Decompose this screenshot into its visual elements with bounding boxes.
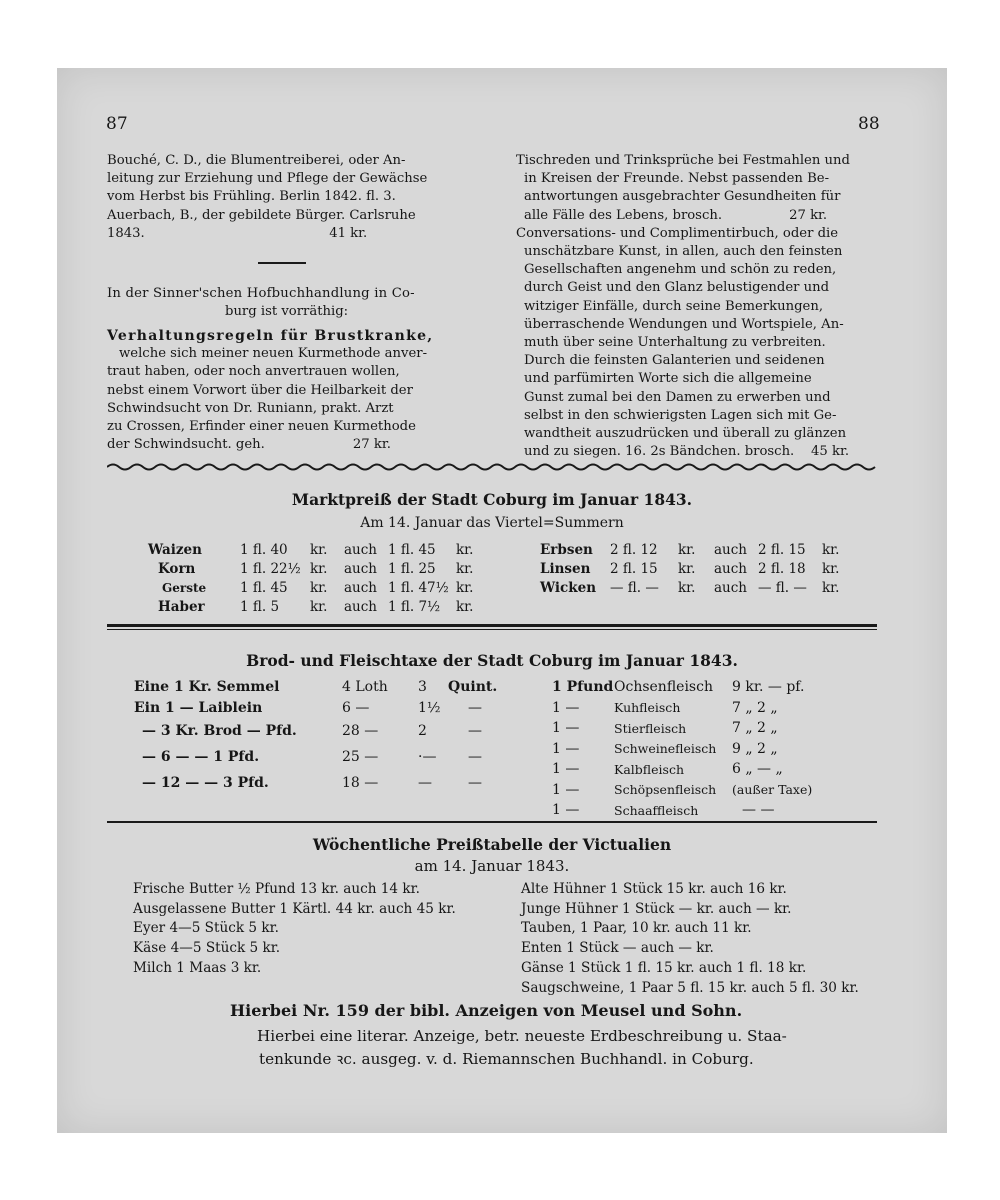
table-cell: kr. [456, 579, 474, 596]
footer-line-2: Hierbei eine literar. Anzeige, betr. neueste Erdbeschreibung u. Staa- [257, 1027, 787, 1045]
notice-line: nebst einem Vorwort über die Heilbarkeit der [107, 382, 413, 398]
table-cell: — 3 Kr. Brod — Pfd. [142, 723, 297, 739]
right-line: Conversations- und Complimentirbuch, oder die [516, 225, 839, 241]
table-cell: kr. [310, 541, 328, 558]
table-cell: Wicken [540, 579, 597, 596]
table-cell: 6 „ — „ [732, 761, 783, 778]
market-subtitle: Am 14. Januar das Viertel=Summern [360, 515, 624, 531]
weekly-line: Gänse 1 Stück 1 fl. 15 kr. auch 1 fl. 18 kr. [521, 959, 807, 976]
table-cell: 2 [418, 723, 427, 739]
table-cell: kr. [310, 598, 328, 615]
table-cell: kr. [678, 560, 696, 577]
table-cell: 7 „ 2 „ [732, 720, 778, 737]
notice-line: traut haben, oder noch anvertrauen wollen, [107, 364, 400, 380]
right-line: und zu siegen. 16. 2s Bändchen. brosch. 45 kr. [524, 444, 850, 460]
table-cell: Schaaffleisch [614, 802, 699, 818]
table-cell: 2 fl. 12 [610, 541, 658, 558]
table-row [148, 540, 473, 559]
table-cell: Schweinefleisch [614, 741, 717, 757]
table-row [552, 739, 812, 760]
table-cell: 7 „ 2 „ [732, 699, 778, 716]
double-rule-bottom [107, 629, 877, 630]
table-cell: 1 fl. 25 [388, 560, 436, 577]
table-row [540, 578, 839, 597]
weekly-line: Saugschweine, 1 Paar 5 fl. 15 kr. auch 5 fl. 30 kr. [521, 979, 859, 996]
weekly-line: Alte Hühner 1 Stück 15 kr. auch 16 kr. [521, 881, 787, 897]
table-cell: 18 — [342, 775, 379, 791]
table-cell: 2 fl. 15 [610, 560, 658, 577]
table-cell: kr. [678, 579, 696, 596]
weekly-line: Eyer 4—5 Stück 5 kr. [133, 920, 279, 937]
table-cell: kr. [822, 541, 840, 558]
table-cell: Ein 1 — Laiblein [134, 699, 263, 716]
table-cell: 1 Pfund [552, 679, 614, 696]
left-column [107, 152, 427, 243]
table-cell: auch [714, 579, 747, 596]
table-row [148, 597, 473, 616]
right-line: und parfümirten Worte sich die allgemeine [524, 371, 812, 387]
notice-body [107, 327, 433, 454]
weekly-line: Junge Hühner 1 Stück — kr. auch — kr. [521, 900, 792, 917]
table-cell: 2 fl. 18 [758, 560, 806, 577]
table-cell: — fl. — [758, 579, 807, 596]
table-row [540, 559, 839, 578]
table-cell: 1 — [552, 720, 580, 737]
table-row [134, 677, 497, 698]
table-cell: 1 — [552, 781, 580, 798]
table-cell: — [468, 723, 482, 739]
brod-table-left [134, 677, 497, 796]
table-row [552, 780, 812, 801]
brod-table-right [552, 677, 812, 821]
double-rule-top [107, 624, 877, 627]
table-cell: Korn [158, 560, 196, 577]
table-cell: auch [344, 541, 377, 558]
table-cell: — [418, 775, 432, 791]
right-line: überraschende Wendungen und Wortspiele, An- [524, 316, 844, 332]
table-cell: Kuhfleisch [614, 700, 681, 716]
table-row [552, 698, 812, 719]
table-cell: auch [714, 560, 747, 577]
footer-line-3: tenkunde ꝛc. ausgeg. v. d. Riemannschen Buchhandl. in Coburg. [259, 1050, 754, 1068]
table-cell: auch [344, 598, 377, 615]
table-cell: — [468, 775, 482, 791]
weekly-subtitle: am 14. Januar 1843. [414, 857, 570, 875]
table-cell: 1 — [552, 761, 580, 778]
right-line: unschätzbare Kunst, in allen, auch den feinsten [524, 244, 843, 260]
table-cell: 1 fl. 22½ [240, 560, 301, 577]
table-cell: Schöpsenfleisch [614, 782, 717, 798]
notice-line: zu Crossen, Erfinder einer neuen Kurmethode [107, 419, 416, 435]
table-cell: Eine 1 Kr. Semmel [134, 679, 280, 696]
table-cell: Haber [158, 598, 205, 615]
table-cell: kr. [822, 579, 840, 596]
table-cell: kr. [456, 560, 474, 577]
table-cell: — 6 — — 1 Pfd. [142, 749, 260, 765]
table-cell: 1 fl. 7½ [388, 598, 441, 615]
right-line: Gunst zumal bei den Damen zu erwerben und [524, 389, 831, 405]
table-row [540, 540, 839, 559]
table-cell: Linsen [540, 560, 591, 577]
table-cell: (außer Taxe) [732, 782, 813, 798]
table-cell: auch [344, 579, 377, 596]
right-line: selbst in den schwierigsten Lagen sich mit Ge- [524, 407, 837, 423]
market-table-left [148, 540, 473, 616]
right-line: Tischreden und Trinksprüche bei Festmahlen und [516, 153, 850, 168]
notice-heading-line: burg ist vorräthig: [225, 304, 349, 320]
right-line: alle Fälle des Lebens, brosch. 27 kr. [524, 207, 828, 223]
table-row [134, 770, 497, 796]
table-row [134, 718, 497, 744]
table-cell: 9 kr. — pf. [732, 679, 805, 696]
table-cell: Stierfleisch [614, 720, 687, 736]
right-line: Durch die feinsten Galanterien und seidenen [524, 353, 825, 369]
table-cell: kr. [678, 541, 696, 558]
page-number-right: 88 [858, 114, 880, 134]
left-line: Bouché, C. D., die Blumentreiberei, oder An- [107, 153, 406, 168]
table-row [552, 677, 812, 698]
notice-line: der Schwindsucht. geh. 27 kr. [107, 437, 391, 453]
table-cell: Erbsen [540, 541, 593, 558]
table-row [552, 800, 812, 821]
table-cell: — fl. — [610, 579, 659, 596]
right-line: witziger Einfälle, durch seine Bemerkungen, [524, 298, 824, 314]
right-line: in Kreisen der Freunde. Nebst passenden Be- [524, 171, 830, 187]
table-cell: kr. [456, 598, 474, 615]
table-cell: 1 — [552, 802, 580, 819]
notice-line: welche sich meiner neuen Kurmethode anver- [119, 346, 428, 362]
table-cell: 6 — [342, 699, 370, 716]
right-line: Gesellschaften angenehm und schön zu reden, [524, 262, 837, 278]
market-table-right [540, 540, 839, 597]
right-line: durch Geist und den Glanz belustigender und [524, 280, 830, 296]
wavy-divider [107, 462, 877, 472]
table-cell: auch [344, 560, 377, 577]
table-cell: 1 fl. 40 [240, 541, 288, 558]
table-cell: 2 fl. 15 [758, 541, 806, 558]
table-cell: 4 Loth [342, 679, 388, 696]
table-cell: kr. [310, 560, 328, 577]
table-cell: 1 fl. 47½ [388, 579, 449, 596]
table-cell: 1 — [552, 740, 580, 757]
table-cell: — — [742, 802, 775, 819]
left-line: leitung zur Erziehung und Pflege der Gewächse [107, 171, 428, 187]
short-divider [258, 262, 306, 264]
brod-title: Brod- und Fleischtaxe der Stadt Coburg im Januar 1843. [246, 651, 738, 670]
table-cell: 25 — [342, 749, 379, 765]
table-cell: 1 — [552, 699, 580, 716]
notice-heading [107, 285, 415, 321]
table-row [134, 698, 497, 719]
weekly-line: Enten 1 Stück — auch — kr. [521, 940, 714, 957]
right-line: antwortungen ausgebrachter Gesundheiten für [524, 189, 841, 205]
table-cell: kr. [822, 560, 840, 577]
weekly-line: Frische Butter ½ Pfund 13 kr. auch 14 kr. [133, 881, 420, 897]
table-cell: 1 fl. 5 [240, 598, 280, 615]
weekly-line: Käse 4—5 Stück 5 kr. [133, 940, 281, 957]
table-cell: Waizen [148, 541, 202, 558]
table-cell: 1 fl. 45 [240, 579, 288, 596]
table-row [134, 744, 497, 770]
table-cell: — [468, 749, 482, 765]
table-row [552, 718, 812, 739]
table-row [552, 759, 812, 780]
notice-line: Schwindsucht von Dr. Runiann, prakt. Arzt [107, 400, 394, 416]
table-cell: 1½ [418, 699, 441, 716]
table-cell: 28 — [342, 723, 379, 739]
table-cell: auch [714, 541, 747, 558]
notice-heading-line: In der Sinner'schen Hofbuchhandlung in Co- [107, 286, 415, 301]
table-cell: Kalbfleisch [614, 761, 684, 777]
page-number-left: 87 [106, 114, 128, 134]
weekly-right [521, 880, 859, 998]
weekly-line: Ausgelassene Butter 1 Kärtl. 44 kr. auch 45 kr. [133, 900, 456, 917]
left-line: 1843. 41 kr. [107, 225, 368, 241]
table-cell: Gerste [162, 580, 207, 595]
table-row [148, 578, 473, 597]
weekly-title: Wöchentliche Preißtabelle der Victualien [312, 835, 672, 854]
table-cell: Quint. [448, 679, 498, 696]
single-rule [107, 821, 877, 823]
right-column [516, 152, 850, 461]
footer-line-1: Hierbei Nr. 159 der bibl. Anzeigen von Meusel und Sohn. [230, 1001, 743, 1020]
table-cell: — 12 — — 3 Pfd. [142, 775, 269, 791]
left-line: Auerbach, B., der gebildete Bürger. Carlsruhe [107, 207, 416, 223]
table-cell: — [468, 699, 482, 716]
table-cell: kr. [456, 541, 474, 558]
table-cell: Ochsenfleisch [614, 679, 713, 696]
right-line: wandtheit auszudrücken und überall zu glänzen [524, 426, 847, 442]
weekly-left [133, 880, 456, 979]
table-cell: 1 fl. 45 [388, 541, 436, 558]
table-row [148, 559, 473, 578]
table-cell: ·— [418, 749, 437, 765]
market-title: Marktpreiß der Stadt Coburg im Januar 1843. [291, 490, 693, 509]
left-line: vom Herbst bis Frühling. Berlin 1842. fl. 3. [107, 189, 396, 205]
table-cell: 3 [418, 679, 427, 696]
table-cell: kr. [310, 579, 328, 596]
right-line: muth über seine Unterhaltung zu verbreiten. [524, 335, 826, 351]
weekly-line: Milch 1 Maas 3 kr. [133, 959, 262, 976]
weekly-line: Tauben, 1 Paar, 10 kr. auch 11 kr. [521, 920, 752, 937]
table-cell: 9 „ 2 „ [732, 740, 778, 757]
notice-title: Verhaltungsregeln für Brustkranke, [107, 328, 434, 344]
